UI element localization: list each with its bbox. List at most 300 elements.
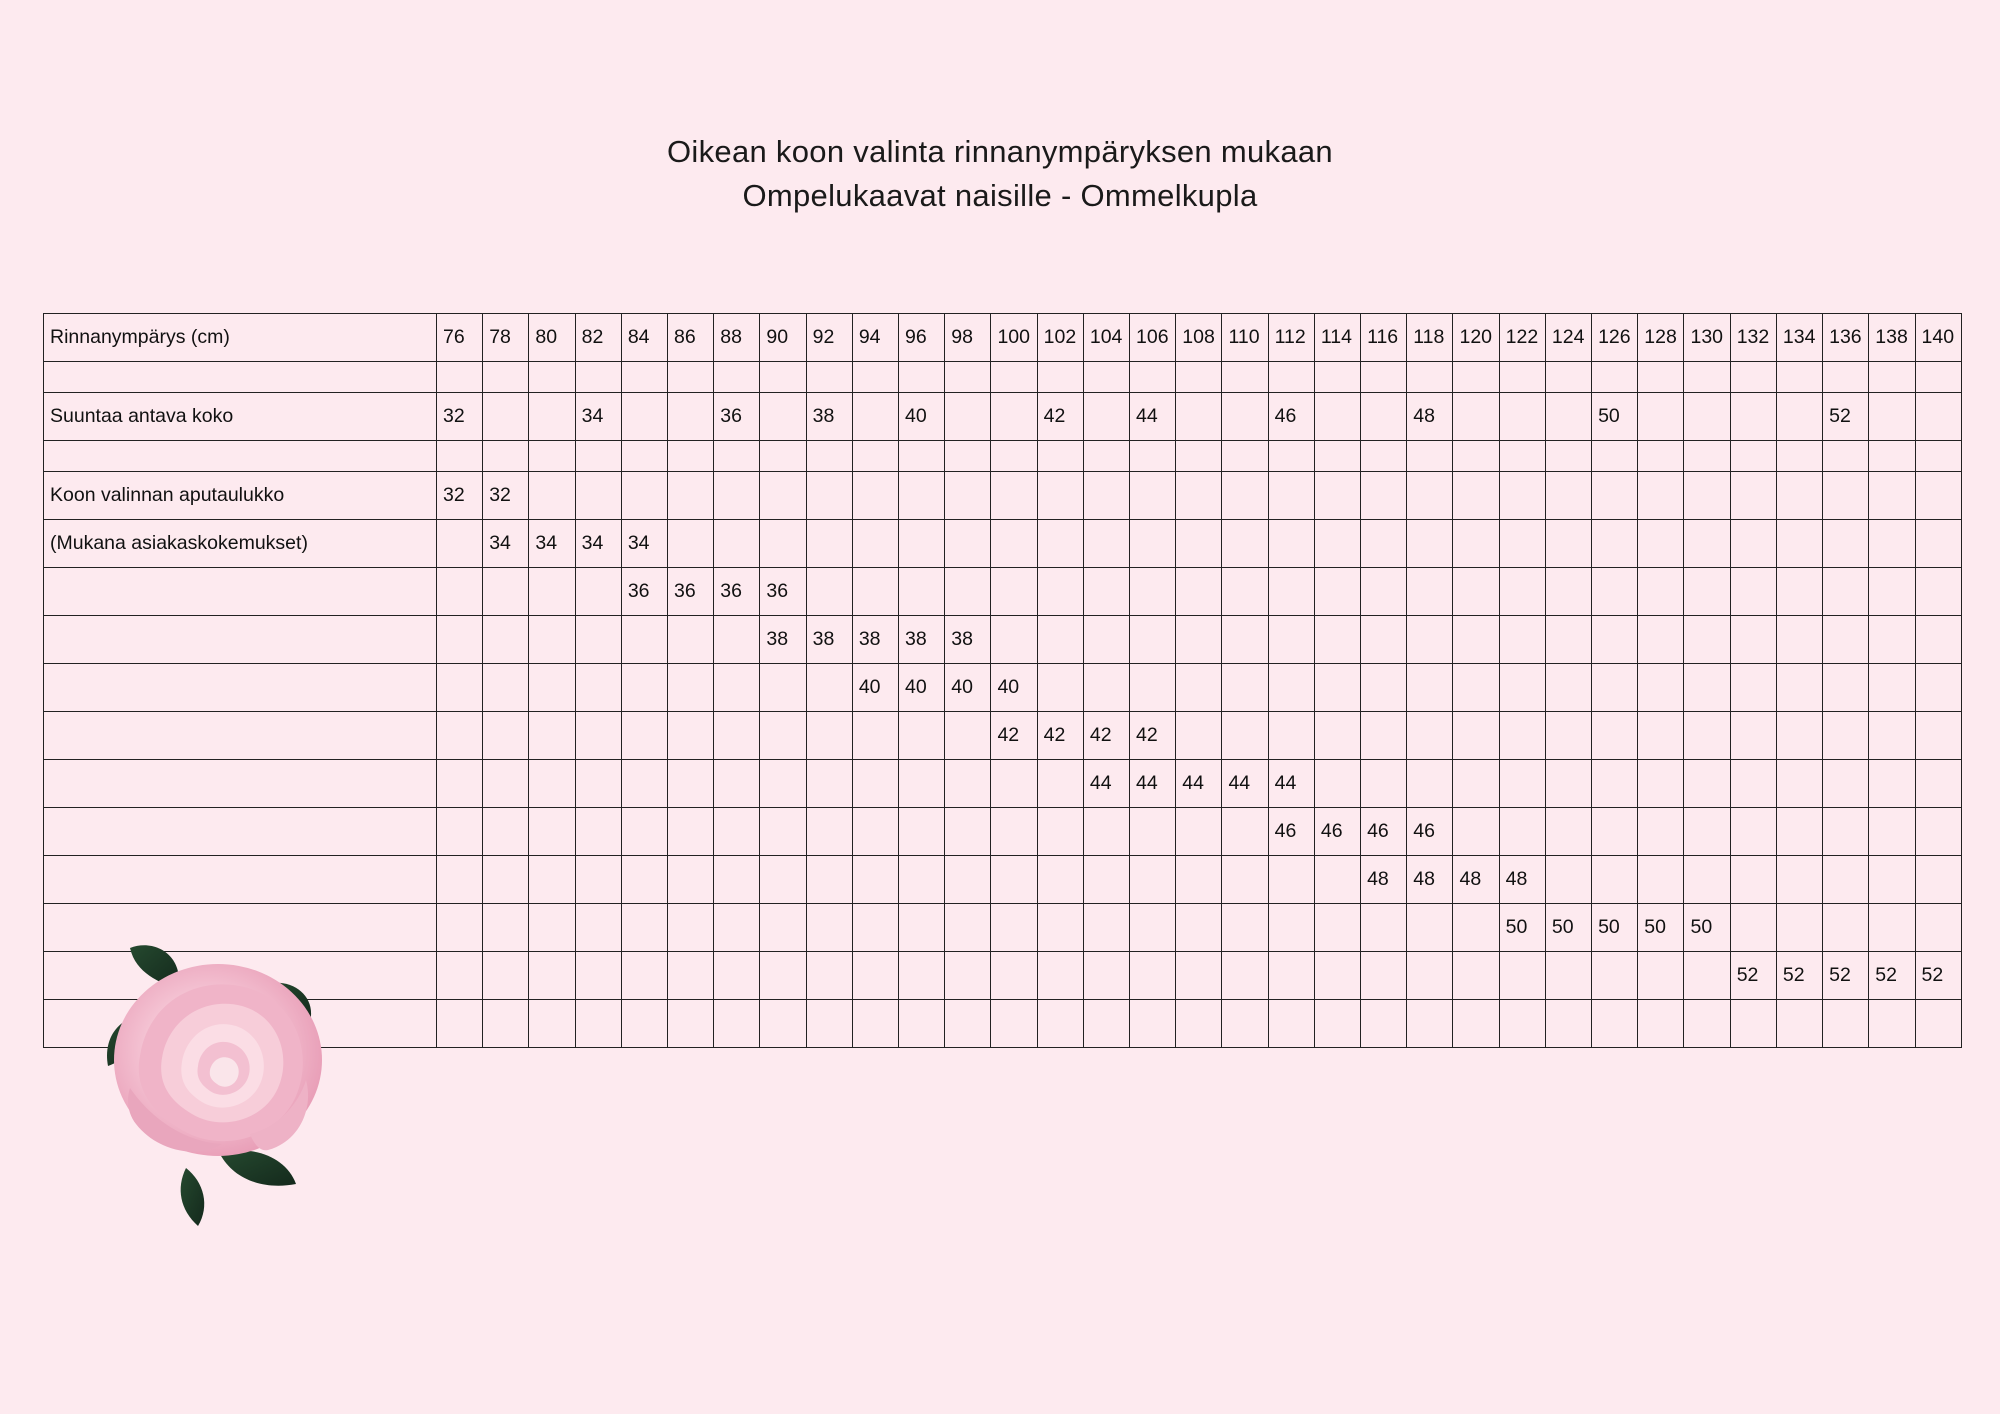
table-cell xyxy=(1268,568,1314,616)
table-cell xyxy=(852,1000,898,1048)
size-chart-table-wrapper xyxy=(43,313,1962,1048)
table-cell xyxy=(991,616,1037,664)
table-cell xyxy=(1130,904,1176,952)
table-cell: 32 xyxy=(437,472,483,520)
table-cell xyxy=(575,362,621,393)
table-cell xyxy=(1869,472,1915,520)
table-cell xyxy=(529,952,575,1000)
table-cell xyxy=(806,760,852,808)
table-cell xyxy=(1869,760,1915,808)
table-cell xyxy=(575,856,621,904)
table-cell xyxy=(1361,520,1407,568)
table-cell xyxy=(1083,362,1129,393)
table-cell xyxy=(1730,712,1776,760)
table-cell: 102 xyxy=(1037,314,1083,362)
table-cell xyxy=(991,760,1037,808)
table-cell xyxy=(529,808,575,856)
table-cell: 134 xyxy=(1776,314,1822,362)
table-cell xyxy=(1037,856,1083,904)
table-cell xyxy=(668,520,714,568)
table-row xyxy=(44,568,1962,616)
table-cell: 40 xyxy=(899,393,945,441)
table-cell xyxy=(437,568,483,616)
table-cell xyxy=(945,441,991,472)
table-cell: 50 xyxy=(1684,904,1730,952)
table-cell xyxy=(575,1000,621,1048)
table-cell xyxy=(668,808,714,856)
table-cell: 126 xyxy=(1592,314,1638,362)
table-cell xyxy=(852,441,898,472)
table-cell xyxy=(1545,472,1591,520)
table-cell xyxy=(1638,393,1684,441)
table-cell xyxy=(1037,568,1083,616)
table-cell: 120 xyxy=(1453,314,1499,362)
table-cell xyxy=(1823,1000,1869,1048)
table-row xyxy=(44,616,1962,664)
table-cell xyxy=(529,856,575,904)
table-cell xyxy=(529,472,575,520)
table-cell xyxy=(1268,616,1314,664)
table-cell xyxy=(1083,904,1129,952)
table-cell xyxy=(1314,712,1360,760)
table-cell xyxy=(899,760,945,808)
table-cell xyxy=(1361,952,1407,1000)
table-cell xyxy=(1776,1000,1822,1048)
table-cell xyxy=(1776,362,1822,393)
table-cell xyxy=(1222,393,1268,441)
table-cell xyxy=(1545,1000,1591,1048)
table-cell: 88 xyxy=(714,314,760,362)
table-cell xyxy=(991,904,1037,952)
table-cell xyxy=(760,441,806,472)
table-cell xyxy=(1869,904,1915,952)
table-cell xyxy=(437,441,483,472)
table-cell xyxy=(1453,904,1499,952)
table-cell xyxy=(668,393,714,441)
table-cell: 124 xyxy=(1545,314,1591,362)
table-cell xyxy=(1361,760,1407,808)
table-cell xyxy=(1499,712,1545,760)
table-cell xyxy=(1915,760,1962,808)
table-cell xyxy=(668,362,714,393)
table-cell xyxy=(1545,520,1591,568)
table-cell: 76 xyxy=(437,314,483,362)
table-cell xyxy=(1545,664,1591,712)
table-cell: 104 xyxy=(1083,314,1129,362)
table-cell: 34 xyxy=(621,520,667,568)
table-cell xyxy=(1314,616,1360,664)
table-cell xyxy=(1407,664,1453,712)
table-cell: 38 xyxy=(852,616,898,664)
table-cell xyxy=(1314,393,1360,441)
table-cell xyxy=(1776,904,1822,952)
table-cell xyxy=(1314,520,1360,568)
table-cell xyxy=(1453,664,1499,712)
table-cell xyxy=(1684,441,1730,472)
table-cell xyxy=(1499,616,1545,664)
table-cell xyxy=(1037,664,1083,712)
table-cell xyxy=(1222,520,1268,568)
table-cell xyxy=(1361,441,1407,472)
table-cell xyxy=(437,712,483,760)
table-cell: 52 xyxy=(1869,952,1915,1000)
table-cell xyxy=(806,664,852,712)
table-cell xyxy=(1638,712,1684,760)
table-cell xyxy=(1268,712,1314,760)
table-cell xyxy=(760,362,806,393)
table-cell xyxy=(1176,362,1222,393)
table-row xyxy=(44,362,1962,393)
table-row xyxy=(44,808,1962,856)
table-cell xyxy=(1684,760,1730,808)
table-cell xyxy=(1176,393,1222,441)
table-cell: 46 xyxy=(1314,808,1360,856)
table-cell: 140 xyxy=(1915,314,1962,362)
table-cell xyxy=(1222,664,1268,712)
table-cell xyxy=(1869,441,1915,472)
row-label xyxy=(44,1000,437,1048)
table-cell xyxy=(483,568,529,616)
table-cell xyxy=(1592,856,1638,904)
table-cell xyxy=(1776,664,1822,712)
table-cell xyxy=(1869,856,1915,904)
table-cell xyxy=(621,952,667,1000)
table-cell xyxy=(1545,856,1591,904)
table-cell xyxy=(621,362,667,393)
table-cell xyxy=(1083,808,1129,856)
table-cell xyxy=(852,952,898,1000)
table-cell xyxy=(621,472,667,520)
table-cell: 122 xyxy=(1499,314,1545,362)
table-cell xyxy=(1268,856,1314,904)
table-cell: 52 xyxy=(1915,952,1962,1000)
table-cell: 48 xyxy=(1453,856,1499,904)
table-cell xyxy=(714,520,760,568)
table-cell xyxy=(991,472,1037,520)
table-cell xyxy=(575,952,621,1000)
table-cell xyxy=(714,904,760,952)
table-cell: 128 xyxy=(1638,314,1684,362)
table-cell xyxy=(1268,952,1314,1000)
table-cell: 40 xyxy=(945,664,991,712)
table-cell xyxy=(1730,664,1776,712)
page-title xyxy=(0,0,2000,218)
table-cell xyxy=(1915,441,1962,472)
table-cell: 48 xyxy=(1361,856,1407,904)
table-cell: 34 xyxy=(575,520,621,568)
table-cell: 112 xyxy=(1268,314,1314,362)
table-row xyxy=(44,760,1962,808)
table-cell xyxy=(1499,520,1545,568)
table-cell xyxy=(1730,616,1776,664)
table-cell xyxy=(575,904,621,952)
table-cell: 82 xyxy=(575,314,621,362)
table-cell xyxy=(1592,441,1638,472)
table-cell xyxy=(437,1000,483,1048)
table-cell xyxy=(991,808,1037,856)
table-cell: 36 xyxy=(714,393,760,441)
table-cell xyxy=(1361,393,1407,441)
table-cell xyxy=(852,856,898,904)
table-cell xyxy=(1361,664,1407,712)
table-cell xyxy=(1499,1000,1545,1048)
table-cell xyxy=(1592,1000,1638,1048)
table-row xyxy=(44,441,1962,472)
table-cell xyxy=(1453,362,1499,393)
table-cell xyxy=(1130,472,1176,520)
table-cell xyxy=(1361,712,1407,760)
row-label xyxy=(44,904,437,952)
table-cell xyxy=(1684,616,1730,664)
table-cell xyxy=(1268,904,1314,952)
table-cell xyxy=(483,664,529,712)
table-cell xyxy=(575,568,621,616)
table-cell xyxy=(529,616,575,664)
table-cell xyxy=(1037,441,1083,472)
table-cell xyxy=(1915,393,1962,441)
table-cell xyxy=(437,520,483,568)
table-cell: 48 xyxy=(1407,393,1453,441)
table-cell xyxy=(1361,362,1407,393)
table-cell xyxy=(852,712,898,760)
table-cell xyxy=(1776,616,1822,664)
table-cell xyxy=(714,441,760,472)
table-cell: 136 xyxy=(1823,314,1869,362)
table-cell xyxy=(437,904,483,952)
table-cell xyxy=(1130,808,1176,856)
table-cell xyxy=(437,664,483,712)
table-cell xyxy=(483,362,529,393)
table-cell: 42 xyxy=(1083,712,1129,760)
table-cell: 46 xyxy=(1407,808,1453,856)
table-cell xyxy=(1407,616,1453,664)
table-cell xyxy=(1407,1000,1453,1048)
table-cell xyxy=(1453,1000,1499,1048)
table-cell xyxy=(668,1000,714,1048)
table-cell xyxy=(899,362,945,393)
table-cell xyxy=(1730,856,1776,904)
table-cell xyxy=(1869,808,1915,856)
table-cell xyxy=(1592,520,1638,568)
table-cell xyxy=(1314,1000,1360,1048)
table-cell xyxy=(1592,952,1638,1000)
table-cell xyxy=(1268,472,1314,520)
table-cell xyxy=(1869,393,1915,441)
row-label: Suuntaa antava koko xyxy=(44,393,437,441)
table-cell xyxy=(1499,472,1545,520)
table-cell xyxy=(483,441,529,472)
row-label xyxy=(44,712,437,760)
table-cell xyxy=(668,712,714,760)
table-cell xyxy=(1823,808,1869,856)
table-cell: 34 xyxy=(483,520,529,568)
table-cell: 44 xyxy=(1268,760,1314,808)
table-cell xyxy=(1499,362,1545,393)
table-cell xyxy=(1453,441,1499,472)
table-cell xyxy=(483,712,529,760)
table-cell xyxy=(899,808,945,856)
table-cell xyxy=(1776,760,1822,808)
table-cell: 44 xyxy=(1130,393,1176,441)
table-cell xyxy=(1176,520,1222,568)
table-cell xyxy=(1222,856,1268,904)
table-cell xyxy=(1915,616,1962,664)
table-cell xyxy=(1176,856,1222,904)
table-cell xyxy=(1545,616,1591,664)
table-cell xyxy=(1407,904,1453,952)
table-cell xyxy=(668,664,714,712)
table-cell xyxy=(1684,472,1730,520)
table-cell: 36 xyxy=(621,568,667,616)
table-cell xyxy=(1130,520,1176,568)
table-cell: 118 xyxy=(1407,314,1453,362)
table-cell: 38 xyxy=(806,393,852,441)
table-cell xyxy=(1407,568,1453,616)
table-cell xyxy=(1730,362,1776,393)
table-cell xyxy=(1222,904,1268,952)
table-cell xyxy=(1083,393,1129,441)
table-cell xyxy=(1823,664,1869,712)
table-cell xyxy=(1915,362,1962,393)
table-cell xyxy=(1083,568,1129,616)
table-cell xyxy=(1730,472,1776,520)
table-cell xyxy=(1730,441,1776,472)
table-cell xyxy=(1684,712,1730,760)
table-cell xyxy=(760,808,806,856)
table-cell xyxy=(1361,904,1407,952)
table-cell xyxy=(1499,808,1545,856)
table-cell xyxy=(1592,712,1638,760)
table-cell xyxy=(1638,664,1684,712)
table-cell: 32 xyxy=(483,472,529,520)
table-cell xyxy=(1037,808,1083,856)
table-cell xyxy=(1638,952,1684,1000)
table-cell: 42 xyxy=(1130,712,1176,760)
table-cell: 46 xyxy=(1268,393,1314,441)
table-cell xyxy=(1592,616,1638,664)
table-cell xyxy=(1915,808,1962,856)
table-cell: 94 xyxy=(852,314,898,362)
table-cell xyxy=(1823,520,1869,568)
table-cell xyxy=(1684,362,1730,393)
table-cell xyxy=(1638,1000,1684,1048)
table-cell xyxy=(437,616,483,664)
table-cell xyxy=(1176,568,1222,616)
table-cell xyxy=(1037,952,1083,1000)
table-cell xyxy=(1592,664,1638,712)
table-cell xyxy=(806,712,852,760)
row-label: Koon valinnan aputaulukko xyxy=(44,472,437,520)
table-cell xyxy=(991,952,1037,1000)
title-line-1: Oikean koon valinta rinnanympäryksen mukaan xyxy=(667,134,1333,169)
table-cell xyxy=(760,760,806,808)
table-cell: 42 xyxy=(1037,712,1083,760)
table-cell xyxy=(668,856,714,904)
table-cell xyxy=(1268,1000,1314,1048)
table-cell xyxy=(1222,808,1268,856)
table-cell: 40 xyxy=(991,664,1037,712)
table-cell xyxy=(852,760,898,808)
table-cell xyxy=(714,472,760,520)
row-label xyxy=(44,616,437,664)
table-cell xyxy=(1130,441,1176,472)
table-cell xyxy=(575,441,621,472)
table-cell xyxy=(991,441,1037,472)
table-cell xyxy=(1499,760,1545,808)
table-cell xyxy=(529,1000,575,1048)
table-cell xyxy=(1499,664,1545,712)
table-cell xyxy=(575,616,621,664)
table-cell: 108 xyxy=(1176,314,1222,362)
table-cell: 36 xyxy=(668,568,714,616)
table-cell: 36 xyxy=(760,568,806,616)
table-cell xyxy=(806,904,852,952)
table-cell xyxy=(806,472,852,520)
table-cell xyxy=(1869,568,1915,616)
table-cell xyxy=(529,362,575,393)
table-cell: 52 xyxy=(1730,952,1776,1000)
row-label xyxy=(44,952,437,1000)
row-label: (Mukana asiakaskokemukset) xyxy=(44,520,437,568)
table-cell xyxy=(852,904,898,952)
table-cell xyxy=(945,520,991,568)
table-cell xyxy=(1407,760,1453,808)
table-cell xyxy=(1638,441,1684,472)
table-cell xyxy=(575,808,621,856)
table-cell xyxy=(991,520,1037,568)
table-cell: 84 xyxy=(621,314,667,362)
table-cell: 98 xyxy=(945,314,991,362)
table-cell xyxy=(1684,520,1730,568)
table-cell xyxy=(529,664,575,712)
table-cell xyxy=(1361,472,1407,520)
table-cell xyxy=(1823,362,1869,393)
table-cell xyxy=(1869,664,1915,712)
table-cell xyxy=(714,856,760,904)
table-cell xyxy=(1592,808,1638,856)
table-cell xyxy=(1684,1000,1730,1048)
table-cell xyxy=(899,712,945,760)
table-row xyxy=(44,1000,1962,1048)
table-cell xyxy=(437,856,483,904)
table-cell xyxy=(899,441,945,472)
table-cell xyxy=(668,904,714,952)
table-cell xyxy=(1314,472,1360,520)
table-cell xyxy=(1730,568,1776,616)
table-cell xyxy=(1638,568,1684,616)
table-cell xyxy=(668,760,714,808)
table-cell xyxy=(1592,362,1638,393)
table-cell xyxy=(1638,472,1684,520)
table-cell xyxy=(760,1000,806,1048)
table-cell xyxy=(714,760,760,808)
table-cell xyxy=(1499,441,1545,472)
table-cell xyxy=(714,952,760,1000)
table-cell xyxy=(899,568,945,616)
table-cell xyxy=(1222,362,1268,393)
table-cell xyxy=(945,904,991,952)
table-cell: 44 xyxy=(1222,760,1268,808)
table-cell: 96 xyxy=(899,314,945,362)
table-cell xyxy=(1823,856,1869,904)
table-cell xyxy=(1684,664,1730,712)
table-cell xyxy=(1130,856,1176,904)
table-cell xyxy=(1915,664,1962,712)
table-cell xyxy=(1037,362,1083,393)
table-cell xyxy=(806,856,852,904)
table-cell xyxy=(575,472,621,520)
table-cell: 40 xyxy=(852,664,898,712)
